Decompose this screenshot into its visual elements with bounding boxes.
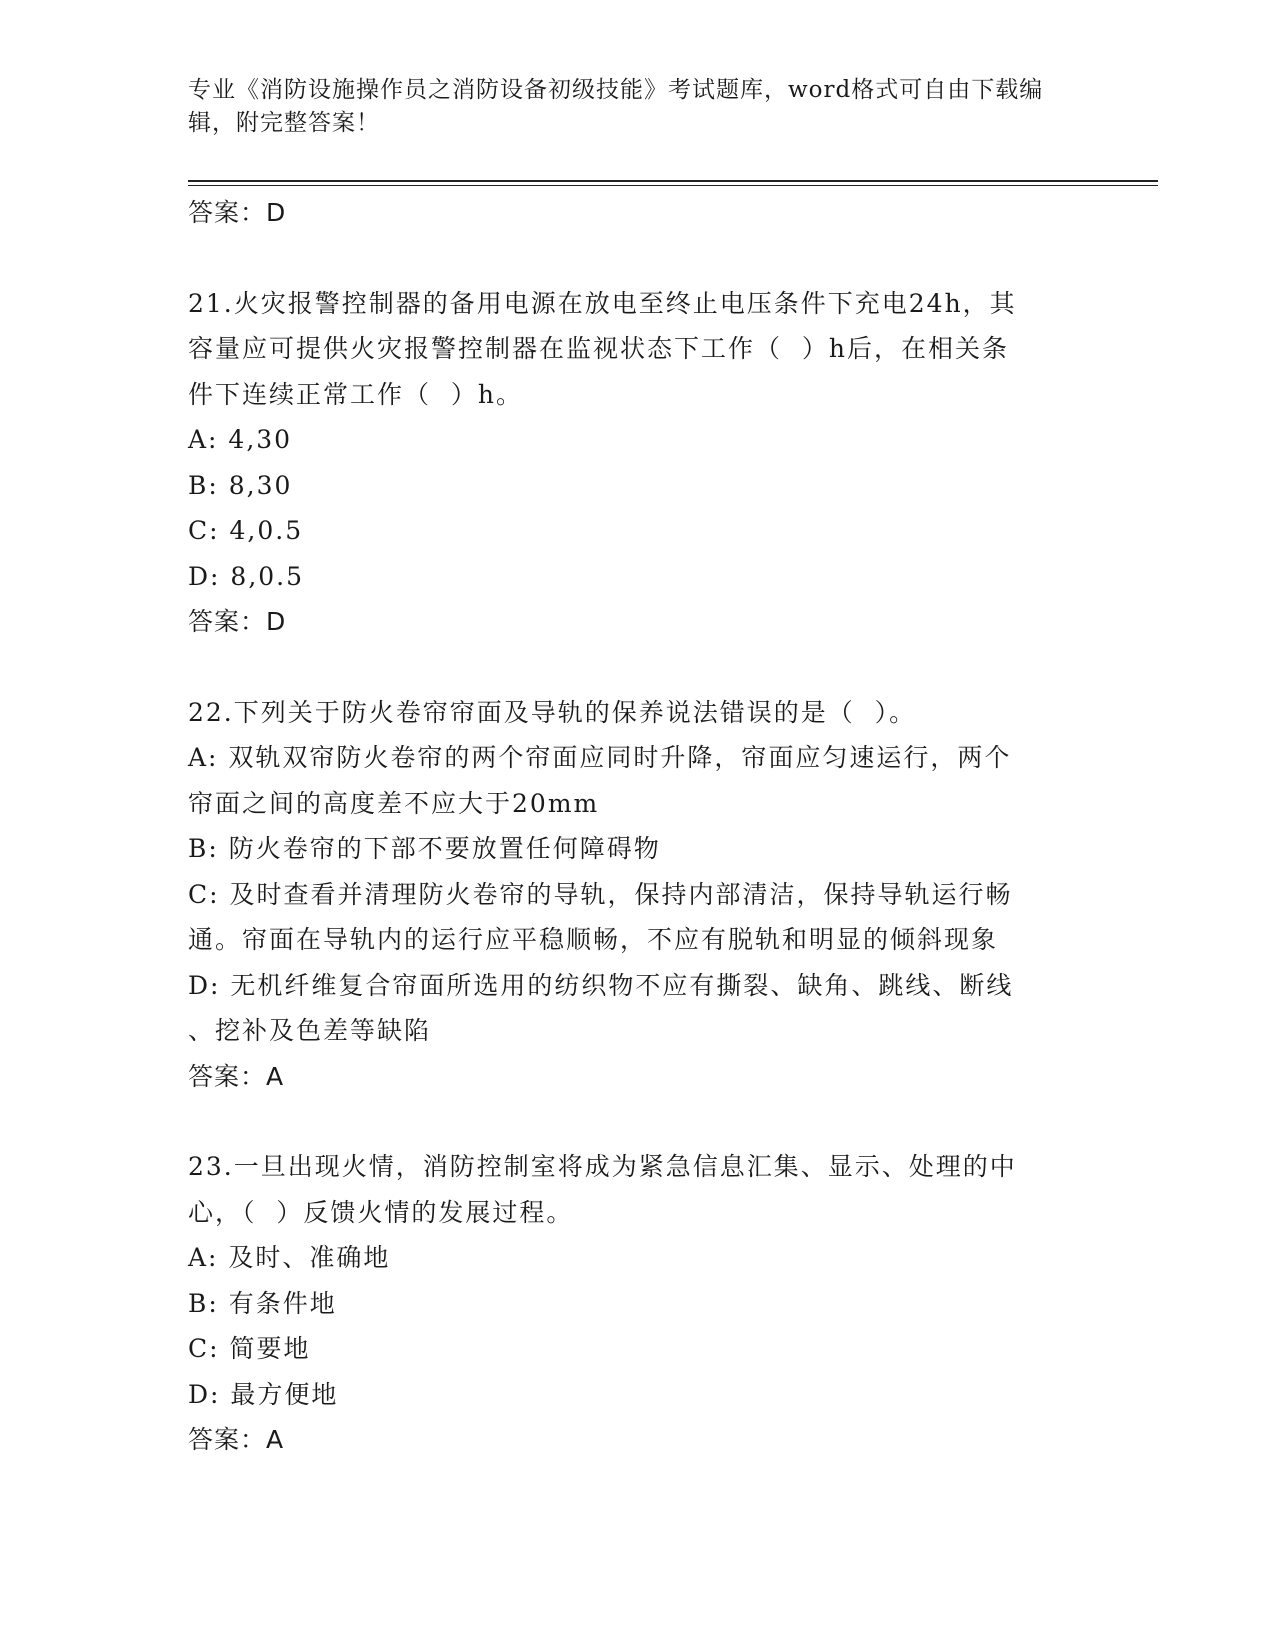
question-stem-line: 23.一旦出现火情，消防控制室将成为紧急信息汇集、显示、处理的中 bbox=[188, 1152, 1017, 1181]
option-d: D: 无机纤维复合帘面所选用的纺织物不应有撕裂、缺角、跳线、断线 bbox=[188, 970, 1014, 1000]
header-line-2: 辑，附完整答案！ bbox=[188, 110, 380, 136]
option-c: C: 及时查看并清理防火卷帘的导轨，保持内部清洁，保持导轨运行畅 bbox=[188, 879, 1013, 909]
option-a: A: 4,30 bbox=[188, 425, 293, 454]
question-stem-line: 22.下列关于防火卷帘帘面及导轨的保养说法错误的是（ ）。 bbox=[188, 697, 917, 727]
option-d: D: 8,0.5 bbox=[188, 561, 305, 591]
option-b: B: 8,30 bbox=[188, 470, 293, 500]
question-stem-line: 容量应可提供火灾报警控制器在监视状态下工作（ ）h后，在相关条 bbox=[188, 334, 1009, 363]
option-a: A: 及时、准确地 bbox=[188, 1243, 391, 1272]
option-c-continued: 通。帘面在导轨内的运行应平稳顺畅，不应有脱轨和明显的倾斜现象 bbox=[188, 925, 999, 954]
question-block bbox=[188, 690, 1088, 1100]
option-b: B: 防火卷帘的下部不要放置任何障碍物 bbox=[188, 834, 661, 863]
spacer bbox=[188, 1099, 1088, 1144]
option-a: A: 双轨双帘防火卷帘的两个帘面应同时升降，帘面应匀速运行，两个 bbox=[188, 743, 1012, 772]
header-line-1: 专业《消防设施操作员之消防设备初级技能》考试题库，word格式可自由下载编 bbox=[188, 77, 1044, 103]
option-c: C: 简要地 bbox=[188, 1334, 311, 1363]
option-a-continued: 帘面之间的高度差不应大于20mm bbox=[188, 788, 600, 818]
spacer bbox=[188, 236, 1088, 281]
previous-answer: 答案：D bbox=[188, 198, 287, 227]
question-list bbox=[188, 190, 1088, 1463]
question-answer: 答案：D bbox=[188, 607, 287, 636]
question-answer: 答案：A bbox=[188, 1425, 285, 1454]
question-block bbox=[188, 281, 1088, 645]
question-block bbox=[188, 1144, 1088, 1463]
question-stem-line: 件下连续正常工作（ ）h。 bbox=[188, 379, 523, 409]
spacer bbox=[188, 645, 1088, 690]
question-answer: 答案：A bbox=[188, 1061, 285, 1091]
question-stem-line: 21.火灾报警控制器的备用电源在放电至终止电压条件下充电24h，其 bbox=[188, 288, 1017, 318]
option-d: D: 最方便地 bbox=[188, 1379, 339, 1409]
option-c: C: 4,0.5 bbox=[188, 516, 304, 545]
header-divider-thick bbox=[188, 180, 1158, 182]
header-divider-thin bbox=[188, 185, 1158, 186]
document-header bbox=[188, 74, 1088, 140]
question-stem-line: 心，（ ）反馈火情的发展过程。 bbox=[188, 1197, 574, 1227]
option-b: B: 有条件地 bbox=[188, 1288, 337, 1318]
option-d-continued: 、挖补及色差等缺陷 bbox=[188, 1016, 432, 1045]
